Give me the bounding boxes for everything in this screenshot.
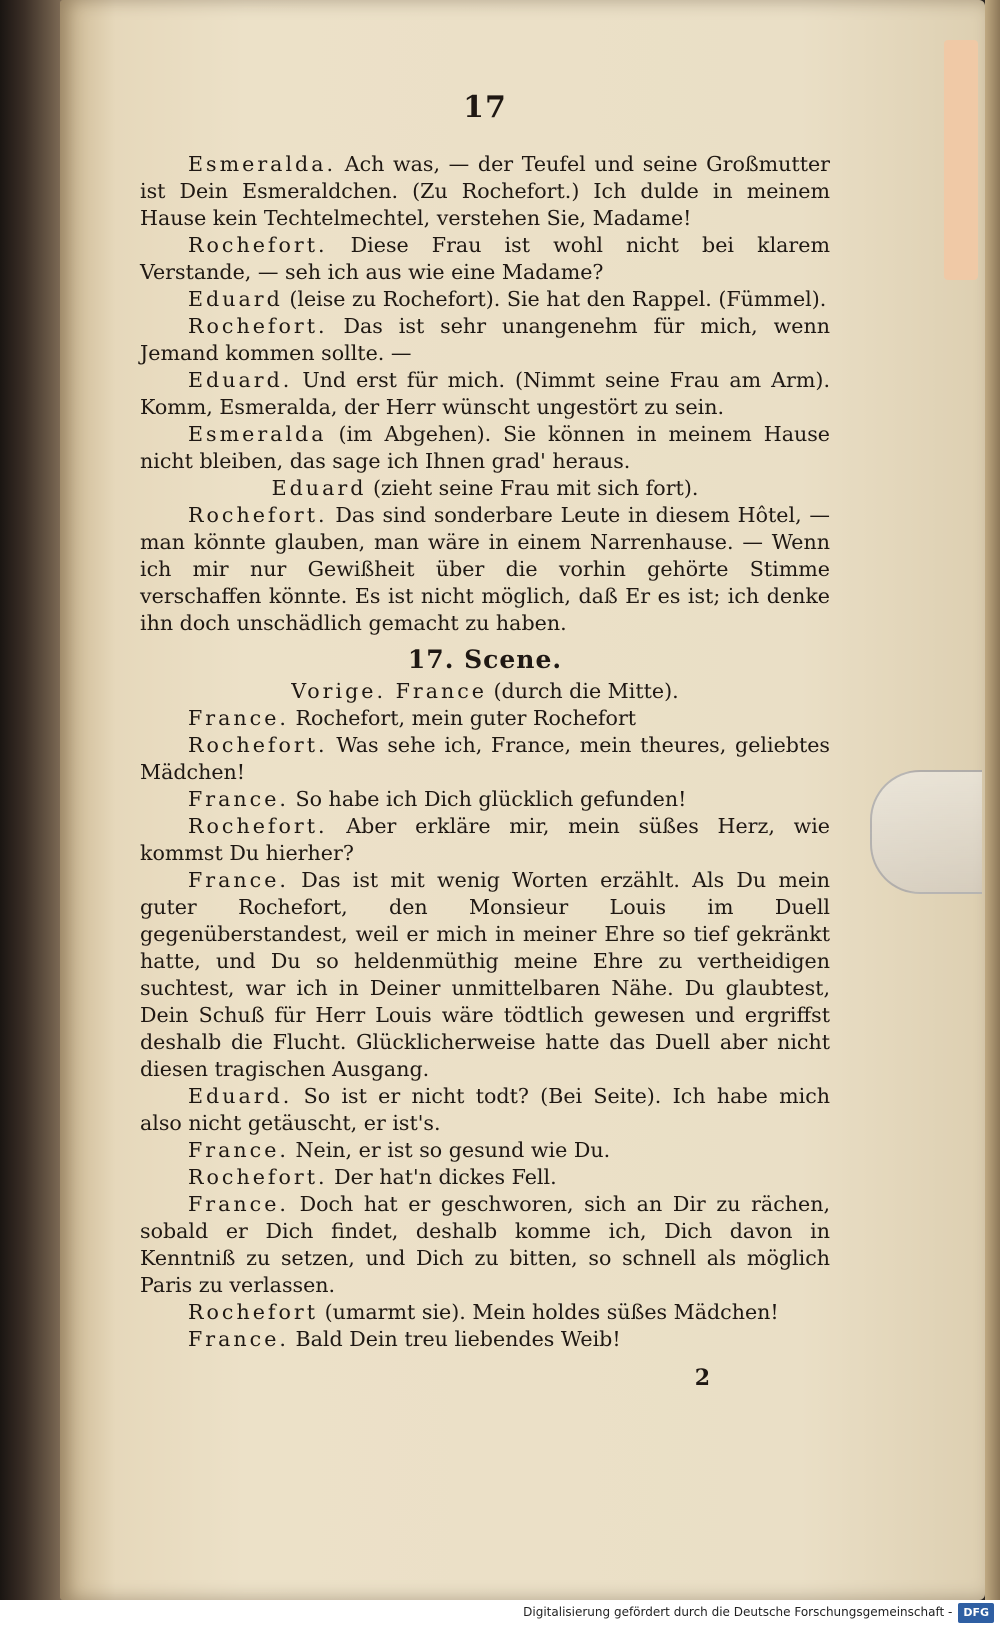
speaker-name: Rochefort.	[188, 1165, 328, 1189]
dialogue-text: Bald Dein treu liebendes Weib!	[295, 1327, 621, 1351]
dialogue-line	[140, 813, 830, 867]
dialogue-line	[140, 732, 830, 786]
dialogue-text: So ist er nicht todt? (Bei Seite). Ich habe mich also nicht getäuscht, er ist's.	[140, 1084, 830, 1135]
speaker-name: Eduard.	[188, 1084, 293, 1108]
speaker-name: Rochefort.	[188, 233, 328, 257]
speaker-name: Eduard	[188, 287, 283, 311]
dialogue-text: Das ist mit wenig Worten erzählt. Als Du mein guter Rochefort, den Monsieur Louis im Duell gegenüberstandest, weil er mich in meiner Ehre so tief gekränkt hatte, und Du so heldenmüthig meine Ehre zu vertheidigen suchtest, war ich in Deiner unmittelbaren Nähe. Du glaubtest, Dein Schuß für Herr Louis wäre tödtlich gewesen und ergriffst deshalb die Flucht. Glücklicherweise hatte das Duell aber nicht diesen tragischen Ausgang.	[140, 868, 830, 1081]
dialogue-text: Das ist sehr unangenehm für mich, wenn Jemand kommen sollte. —	[140, 314, 830, 365]
dialogue-line	[140, 1299, 830, 1326]
stage-direction-text: (durch die Mitte).	[493, 679, 679, 703]
dialogue-line	[140, 705, 830, 732]
dialogue-text: (leise zu Rochefort). Sie hat den Rappel. (Fümmel).	[289, 287, 827, 311]
stage-direction-speakers: Vorige. France	[291, 679, 487, 703]
speaker-name: France.	[188, 1192, 289, 1216]
dialogue-line	[140, 367, 830, 421]
dialogue-line	[140, 1137, 830, 1164]
dialogue-line	[140, 313, 830, 367]
dialogue-line	[140, 867, 830, 1083]
speaker-name: Rochefort.	[188, 314, 328, 338]
page-text	[140, 90, 830, 1391]
speaker-name: Esmeralda	[188, 422, 327, 446]
dialogue-line	[140, 1164, 830, 1191]
page-edge	[985, 0, 1000, 1600]
speaker-name: France.	[188, 787, 289, 811]
dialogue-text: Das sind sonderbare Leute in diesem Hôtel, — man könnte glauben, man wäre in einem Narrenhause. — Wenn ich mir nur Gewißheit über die vorhin gehörte Stimme verschaffen könnte. Es ist nicht möglich, daß Er es ist; ich denke ihn doch unschädlich gemacht zu haben.	[140, 503, 831, 635]
speaker-name: Rochefort.	[188, 503, 328, 527]
speaker-name: France.	[188, 1327, 289, 1351]
speaker-name: France.	[188, 706, 289, 730]
dialogue-line	[140, 286, 830, 313]
dialogue-text: Der hat'n dickes Fell.	[334, 1165, 557, 1189]
dfg-logo: DFG	[958, 1603, 994, 1623]
dialogue-line	[140, 475, 830, 502]
dialogue-text: Und erst für mich. (Nimmt seine Frau am Arm). Komm, Esmeralda, der Herr wünscht ungestört zu sein.	[140, 368, 830, 419]
speaker-name: France.	[188, 1138, 289, 1162]
dialogue-text: (umarmt sie). Mein holdes süßes Mädchen!	[324, 1300, 779, 1324]
book-binding	[0, 0, 68, 1625]
dialogue-text: Rochefort, mein guter Rochefort	[295, 706, 637, 730]
dialogue-text: Aber erkläre mir, mein süßes Herz, wie kommst Du hierher?	[140, 814, 830, 865]
dialogue-line	[140, 786, 830, 813]
signature-mark: 2	[694, 1365, 710, 1391]
speaker-name: Rochefort.	[188, 814, 328, 838]
dialogue-line	[140, 151, 830, 232]
footer-text: Digitalisierung gefördert durch die Deutsche Forschungsgemeinschaft -	[523, 1605, 953, 1619]
stage-direction	[140, 678, 830, 705]
dialogue-line	[140, 232, 830, 286]
footer-bar	[0, 1600, 1000, 1625]
speaker-name: Eduard	[271, 476, 367, 500]
dialogue-text: Doch hat er geschworen, sich an Dir zu rächen, sobald er Dich findet, deshalb komme ich, Dich davon in Kenntniß zu setzen, und Dich zu bitten, so schnell als möglich Paris zu verlassen.	[140, 1192, 830, 1297]
dialogue-line	[140, 1083, 830, 1137]
dialogue-text: Nein, er ist so gesund wie Du.	[295, 1138, 611, 1162]
paper-clip	[870, 770, 982, 894]
scene-heading: 17. Scene.	[407, 645, 563, 674]
speaker-name: France.	[188, 868, 289, 892]
dialogue-scene	[140, 705, 830, 1353]
dialogue-line	[140, 421, 830, 475]
speaker-name: Esmeralda.	[188, 152, 337, 176]
dialogue-text: Ach was, — der Teufel und seine Großmutter ist Dein Esmeraldchen. (Zu Rochefort.) Ich dulde in meinem Hause kein Techtelmechtel, verstehen Sie, Madame!	[140, 152, 831, 230]
page-number: 17	[463, 90, 507, 125]
dialogue-text: (im Abgehen). Sie können in meinem Hause nicht bleiben, das sage ich Ihnen grad' heraus.	[140, 422, 830, 473]
dialogue-text: Diese Frau ist wohl nicht bei klarem Verstande, — seh ich aus wie eine Madame?	[140, 233, 830, 284]
dialogue-before-scene	[140, 151, 830, 637]
dialogue-line	[140, 502, 830, 637]
dialogue-line	[140, 1326, 830, 1353]
dialogue-line	[140, 1191, 830, 1299]
page-marker-tab	[944, 40, 978, 280]
speaker-name: Rochefort.	[188, 733, 328, 757]
speaker-name: Eduard.	[188, 368, 293, 392]
dialogue-text: Was sehe ich, France, mein theures, geliebtes Mädchen!	[140, 733, 830, 784]
speaker-name: Rochefort	[188, 1300, 319, 1324]
dialogue-text: (zieht seine Frau mit sich fort).	[372, 476, 699, 500]
dialogue-text: So habe ich Dich glücklich gefunden!	[295, 787, 687, 811]
